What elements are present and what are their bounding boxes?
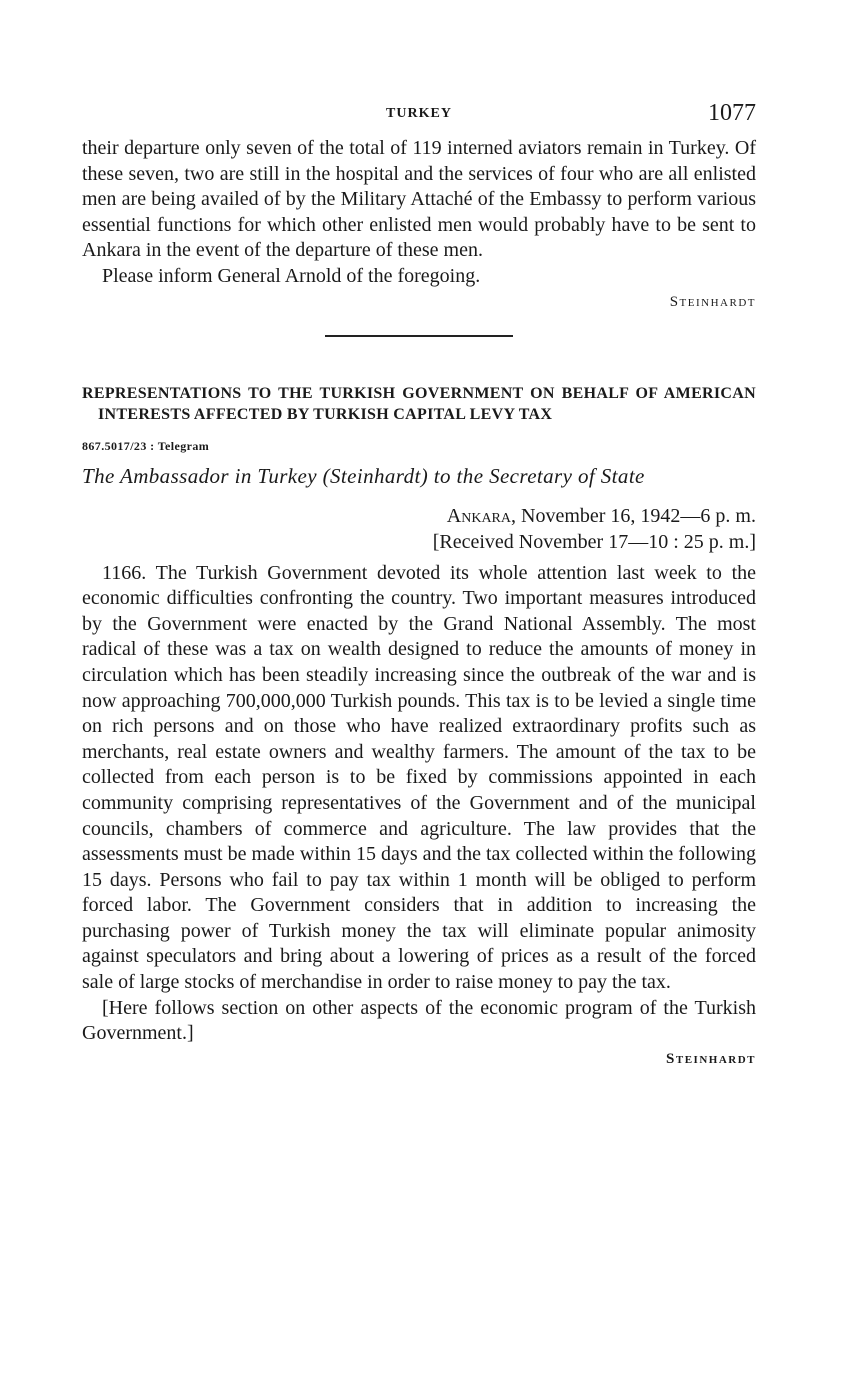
- file-number: 867.5017/23 : Telegram: [82, 438, 210, 453]
- dateline-place: Ankara: [446, 504, 512, 527]
- document-header: The Ambassador in Turkey (Steinhardt) to the Secretary of State: [82, 463, 645, 488]
- running-head-title: TURKEY: [386, 106, 452, 121]
- telegram-body: 1166. The Turkish Government devoted its whole attention last week to the economic difficulties confronting the country. Two important measures introduced by the Government were enacted by the Grand National Assembly. The most radical of these was a tax on wealth designed to reduce the amounts of money in circulation which has been steadily increasing since the outbreak of the war and is now approaching 700,000,000 Turkish pounds. This tax is to be levied a single time on rich persons and on those who have realized extraordinary profits such as merchants, real estate owners and wealthy farmers. The amount of the tax to be collected from each person is to be fixed by commissions appointed in each community comprising representatives of the Government and of the municipal councils, chambers of commerce and agriculture. The law provides that the assessments must be made within 15 days and the tax collected within the following 15 days. Persons who fail to pay tax within 1 month will be obliged to perform forced labor. The Government considers that in addition to increasing the purchasing power of Turkish money the tax will eliminate popular animosity against speculators and bring about a lowering of prices as a result of the forced sale of large stocks of merchandise in order to raise money to pay the tax.: [82, 561, 756, 994]
- section-heading: REPRESENTATIONS TO THE TURKISH GOVERNMENT ON BEHALF OF AMERICAN INTERESTS AFFECTED BY TURKISH CAPITAL LEVY TAX: [82, 384, 756, 423]
- dateline-received: [Received November 17—10 : 25 p. m.]: [432, 530, 756, 553]
- running-head: [82, 100, 756, 136]
- section-separator: [325, 335, 513, 337]
- continued-paragraph: their departure only seven of the total of 119 interned aviators remain in Turkey. Of these seven, two are still in the hospital and the services of four who are all enlisted men are being availed of by the Military Attaché of the Embassy to perform various essential functions for which other enlisted men would probably have to be sent to Ankara in the event of the departure of these men.: [82, 137, 756, 262]
- signature-first: Steinhardt: [669, 293, 756, 310]
- dateline-sent-line: [82, 503, 756, 529]
- dateline: [82, 503, 756, 555]
- closing-paragraph: Please inform General Arnold of the foregoing.: [102, 264, 481, 287]
- editorial-note: [Here follows section on other aspects of the economic program of the Turkish Government.]: [82, 996, 756, 1045]
- page-number: 1077: [708, 100, 756, 126]
- dateline-sent: , November 16, 1942—6 p. m.: [511, 504, 756, 527]
- signature-second: Steinhardt: [666, 1050, 756, 1067]
- document-page: [82, 100, 756, 1068]
